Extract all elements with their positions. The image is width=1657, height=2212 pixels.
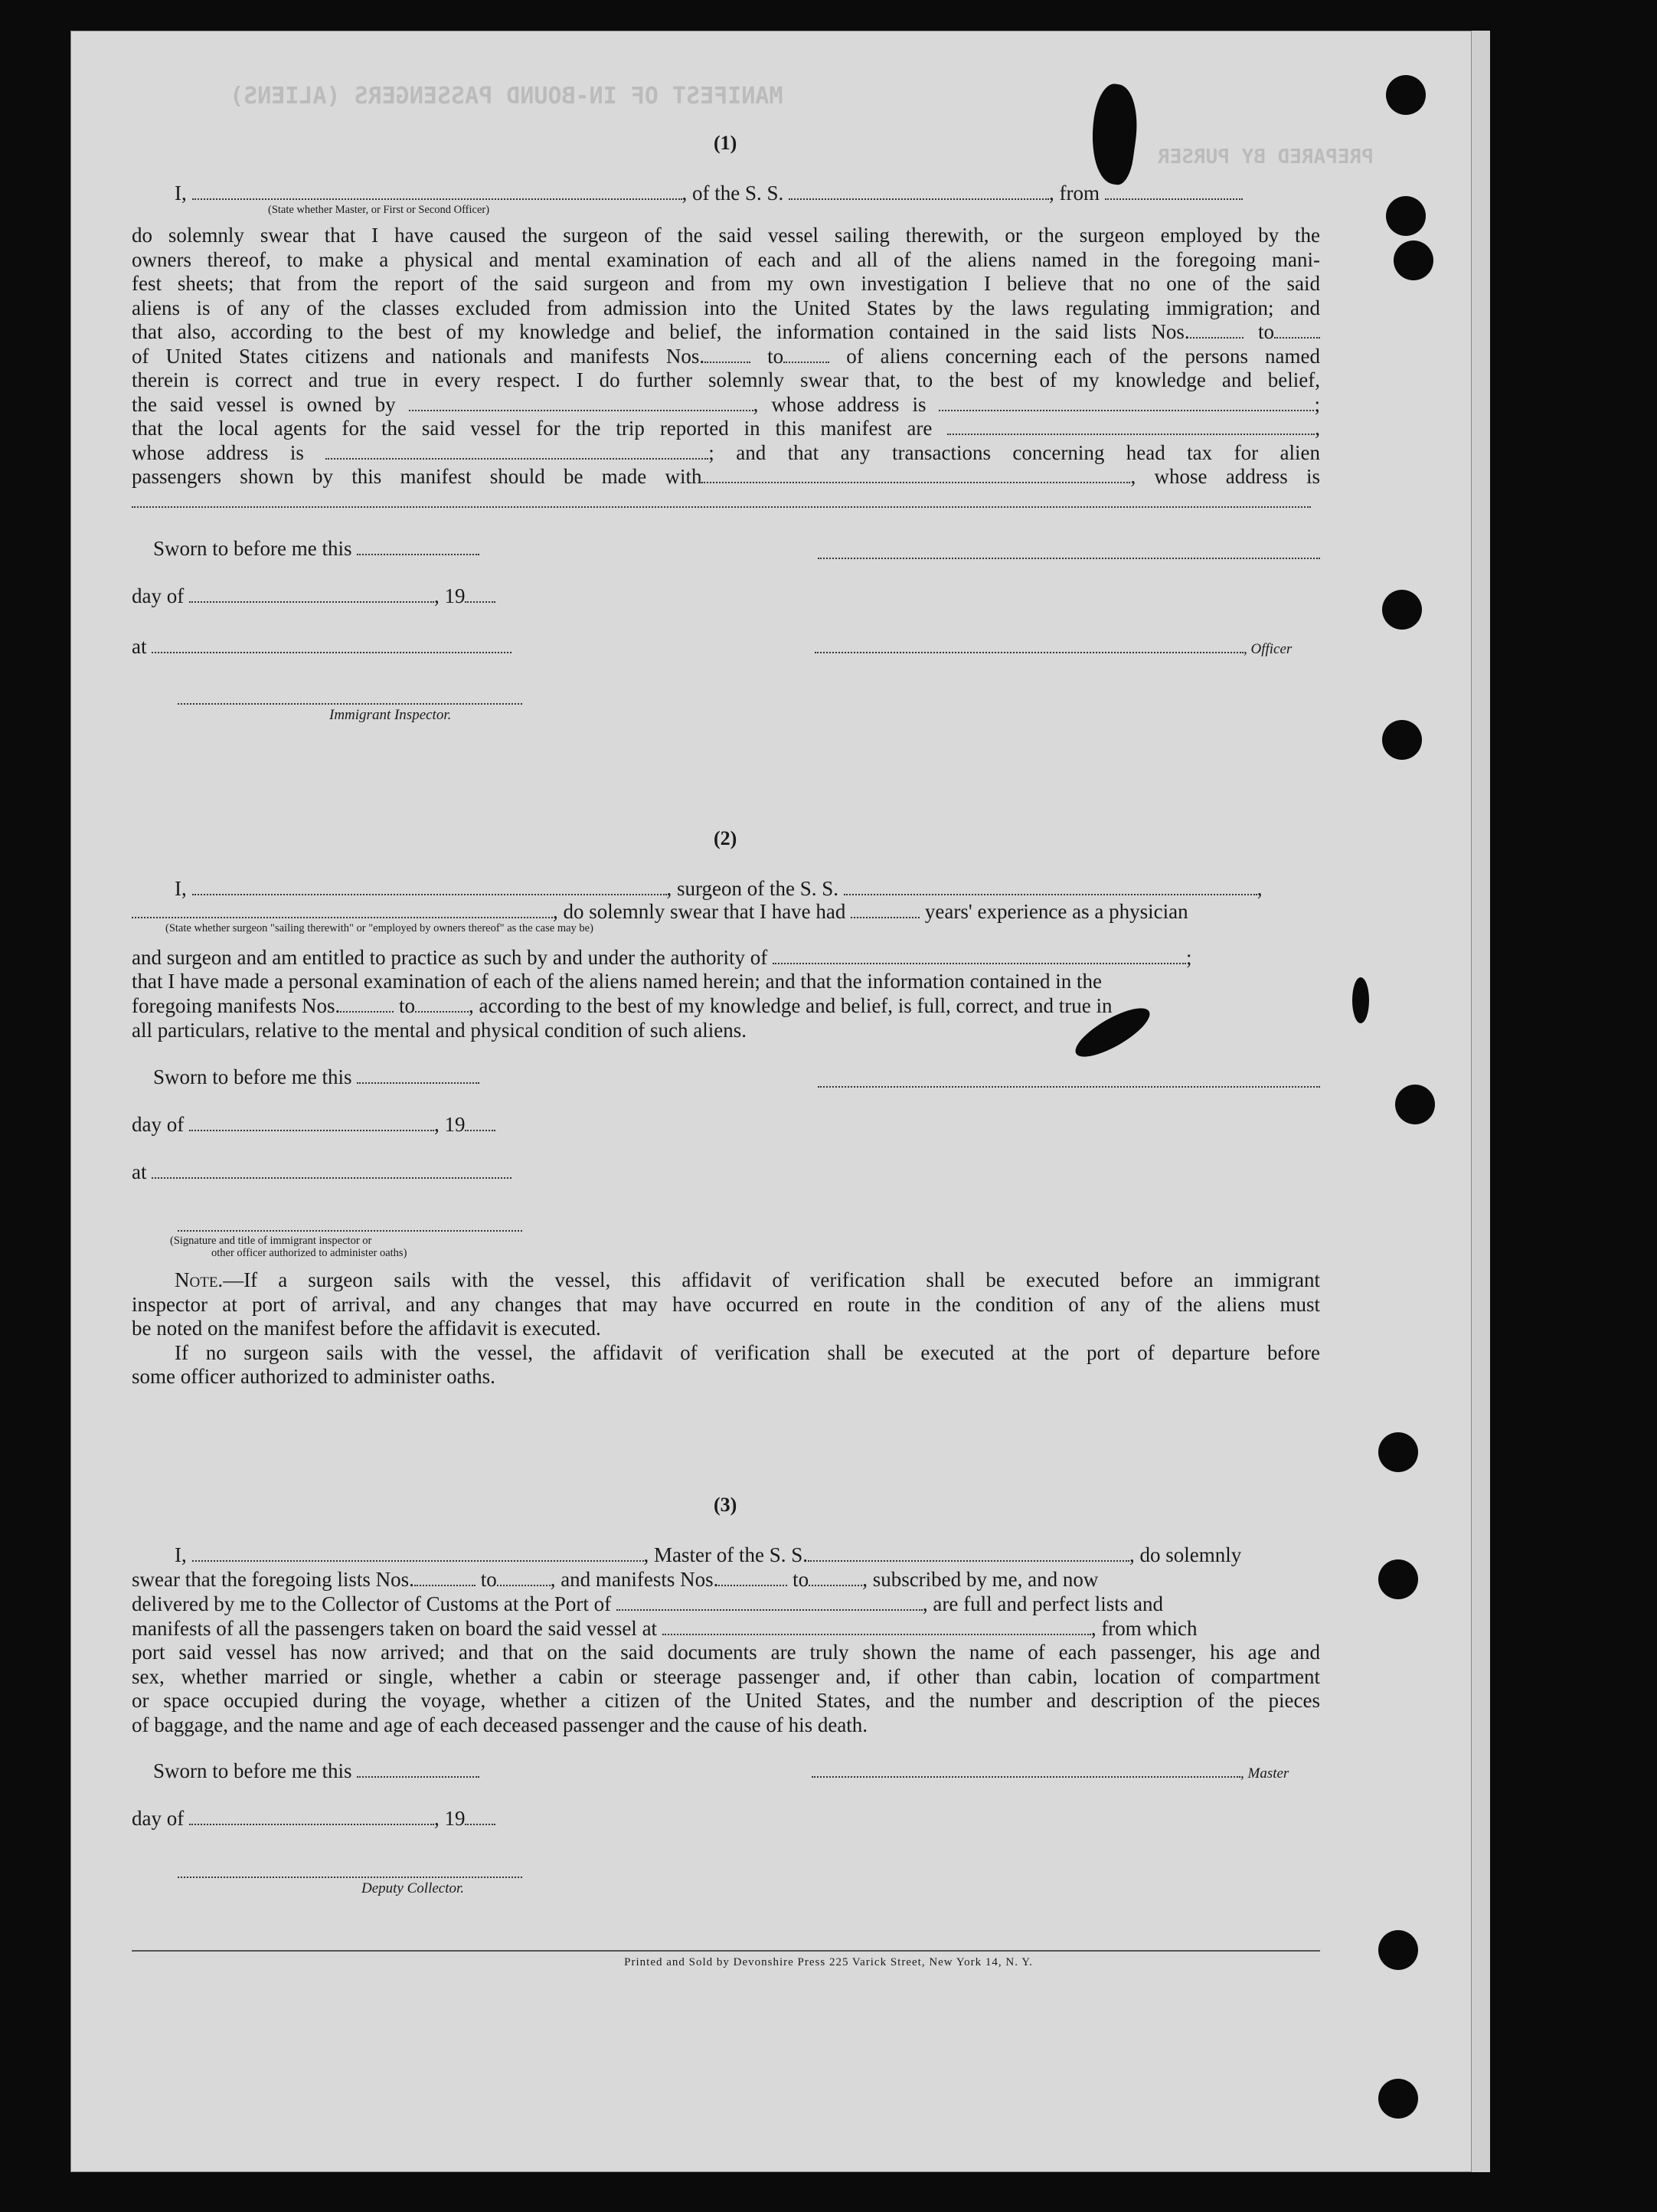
section3-para-line: of baggage, and the name and age of each deceased passenger and the cause of his death.	[132, 1713, 868, 1736]
punch-hole	[1378, 1559, 1418, 1599]
section2-surgeon-of: , surgeon of the S. S.	[666, 877, 839, 900]
punct: ,	[1315, 417, 1321, 440]
manifests-to-field[interactable]	[783, 345, 829, 363]
vessel-name-field[interactable]	[789, 182, 1049, 200]
section1-para-line	[132, 393, 1320, 417]
sworn-date-field[interactable]	[357, 537, 479, 555]
section2-line1: I, , surgeon of the S. S. ,	[175, 877, 1263, 900]
section1-para-text: of aliens concerning each of the persons named	[846, 344, 1321, 368]
year-label: , 19	[433, 584, 466, 607]
master-manifests-to-field[interactable]	[809, 1568, 862, 1586]
sworn-label: Sworn to before me this	[153, 537, 352, 560]
section3-line1	[175, 1543, 1241, 1567]
surgeon-signature-line[interactable]	[818, 1069, 1320, 1088]
section2-caption: (State whether surgeon "sailing therewith" or "employed by owners thereof" as the case may be)	[165, 922, 593, 934]
section2-text: foregoing manifests Nos.	[132, 994, 341, 1017]
lists-from-field[interactable]	[1190, 320, 1244, 339]
to-label: to	[1258, 320, 1275, 343]
day-of-field[interactable]	[189, 1113, 434, 1131]
section1-para-line: fest sheets; that from the report of the said surgeon and from my own investigation I believe that no one of the said	[132, 272, 1320, 295]
sworn-date-field[interactable]	[357, 1065, 479, 1084]
officer-signature-line[interactable]	[178, 1213, 522, 1232]
punch-hole	[1395, 1085, 1435, 1124]
section1-para-text: , whose address is	[1130, 465, 1320, 488]
punch-hole	[1394, 241, 1433, 280]
owner-field[interactable]	[409, 393, 753, 411]
master-name-field[interactable]	[192, 1543, 644, 1562]
section3-text: , from which	[1090, 1617, 1198, 1640]
section2-line6: all particulars, relative to the mental and physical condition of such aliens.	[132, 1019, 747, 1042]
day-of-label: day of	[132, 584, 185, 607]
collector-port-field[interactable]	[616, 1592, 923, 1611]
punch-hole	[1378, 2079, 1418, 2119]
section3-line3	[132, 1592, 1163, 1616]
local-agents-field[interactable]	[947, 417, 1315, 435]
section1-line1	[175, 181, 1243, 205]
section1-para-text: the said vessel is owned by	[132, 392, 396, 416]
section1-paragraph	[132, 224, 1320, 513]
section1-para-line: owners thereof, to make a physical and mental examination of each and all of the aliens named in the foregoing mani-	[132, 247, 1320, 271]
master-signature-line[interactable]	[812, 1759, 1240, 1778]
section2-sworn-row	[153, 1065, 479, 1089]
footer-rule	[132, 1950, 1320, 1952]
note-line	[132, 1268, 1320, 1293]
section2-text: years' experience as a physician	[924, 900, 1188, 923]
section3-paragraph	[132, 1641, 1320, 1737]
section3-text: , and manifests Nos.	[550, 1568, 719, 1591]
punch-hole	[1386, 196, 1426, 236]
punch-hole	[1386, 75, 1426, 115]
section3-sworn-row	[153, 1759, 479, 1783]
section3-i: I,	[175, 1543, 187, 1566]
section3-line4	[132, 1616, 1198, 1641]
section3-line2	[132, 1567, 1098, 1592]
surgeon-manifests-from-field[interactable]	[340, 994, 394, 1013]
note-line: If no surgeon sails with the vessel, the affidavit of verification shall be executed at the port of departure before	[175, 1340, 1320, 1364]
section3-text: delivered by me to the Collector of Customs at the Port of	[132, 1592, 612, 1615]
collector-signature-line[interactable]	[178, 1860, 522, 1878]
from-port-field[interactable]	[1105, 182, 1243, 200]
section2-i: I,	[175, 877, 187, 900]
officer-label: , Officer	[1244, 641, 1293, 657]
owner-address-field[interactable]	[939, 393, 1314, 411]
note-line: be noted on the manifest before the affidavit is executed.	[132, 1317, 601, 1340]
section1-para-text: that the local agents for the said vessel for the trip reported in this manifest are	[132, 417, 933, 440]
year-field[interactable]	[465, 584, 495, 603]
master-manifests-from-field[interactable]	[718, 1568, 787, 1586]
section1-para-line	[132, 417, 1320, 441]
ink-blot	[1352, 977, 1369, 1023]
years-experience-field[interactable]	[851, 900, 920, 918]
agents-address-field[interactable]	[325, 441, 708, 460]
signature-caption-1: (Signature and title of immigrant inspector or	[170, 1235, 372, 1247]
section1-para-text: passengers shown by this manifest should be made with	[132, 465, 702, 488]
ghost-header-title: MANIFEST OF IN-BOUND PASSENGERS (ALIENS)	[230, 83, 783, 110]
master-signature-line[interactable]	[818, 541, 1320, 559]
officer-signature-line[interactable]	[815, 635, 1244, 653]
section2-number: (2)	[714, 827, 737, 849]
section1-para-line	[132, 465, 1320, 489]
section3-text: swear that the foregoing lists Nos.	[132, 1568, 414, 1591]
head-tax-contact-field[interactable]	[701, 465, 1130, 483]
day-of-label: day of	[132, 1807, 185, 1830]
section2-at-row	[132, 1160, 511, 1184]
section2-text: , according to the best of my knowledge and belief, is full, correct, and true in	[468, 994, 1113, 1017]
section1-at-row	[132, 634, 511, 659]
section1-sworn-row	[153, 536, 479, 561]
section2-day-row	[132, 1112, 495, 1137]
inspector-label: Immigrant Inspector.	[329, 707, 452, 723]
collector-label: Deputy Collector.	[361, 1880, 465, 1896]
section3-text: , subscribed by me, and now	[862, 1568, 1099, 1591]
sworn-date-field[interactable]	[357, 1759, 479, 1778]
year-label: , 19	[433, 1113, 466, 1136]
to-label: to	[398, 994, 415, 1017]
inspector-signature-line[interactable]	[178, 686, 522, 705]
section1-para-line	[132, 489, 1320, 514]
section2-text: and surgeon and am entitled to practice as such by and under the authority of	[132, 946, 768, 969]
section1-para-line	[132, 345, 1320, 369]
master-lists-from-field[interactable]	[414, 1568, 476, 1586]
at-place-field[interactable]	[152, 1160, 511, 1179]
master-name-field[interactable]	[192, 182, 682, 200]
section1-caption: (State whether Master, or First or Second Officer)	[268, 204, 490, 216]
at-place-field[interactable]	[152, 635, 511, 653]
year-field[interactable]	[465, 1113, 495, 1131]
year-label: , 19	[433, 1807, 466, 1830]
surgeon-manifests-to-field[interactable]	[415, 994, 469, 1013]
section3-para-line: sex, whether married or single, whether a cabin or steerage passenger and, if other than cabin, location of compartment	[132, 1664, 1320, 1688]
section3-text: , do solemnly	[1129, 1543, 1242, 1566]
section1-para-line	[132, 441, 1320, 466]
section3-day-row	[132, 1806, 495, 1831]
section3-para-line: port said vessel has now arrived; and that on the said documents are truly shown the name of each passenger, his age and	[132, 1641, 1320, 1664]
lists-to-field[interactable]	[1274, 320, 1320, 339]
at-label: at	[132, 635, 147, 658]
surgeon-vessel-field[interactable]	[844, 877, 1257, 895]
day-of-label: day of	[132, 1113, 185, 1136]
section2-line3: and surgeon and am entitled to practice as such by and under the authority of ;	[132, 946, 1192, 969]
head-tax-address-field[interactable]	[132, 489, 1311, 508]
section1-of-ss: , of the S. S.	[681, 182, 784, 205]
section1-para-line: therein is correct and true in every respect. I do further solemnly swear that, to the best of my knowledge and belief,	[132, 368, 1320, 391]
section2-line4: that I have made a personal examination of each of the aliens named herein; and that the information contained in the	[132, 970, 1103, 993]
to-label: to	[480, 1568, 497, 1591]
section1-para-text: of United States citizens and nationals and manifests Nos.	[132, 344, 705, 368]
surgeon-name-field[interactable]	[192, 877, 667, 895]
punct: ;	[1314, 392, 1320, 416]
surgeon-status-field[interactable]	[132, 900, 553, 918]
note-text: —If a surgeon sails with the vessel, this affidavit of verification shall be executed before an immigrant	[223, 1268, 1320, 1291]
punch-hole	[1382, 590, 1422, 630]
section1-number: (1)	[714, 132, 737, 154]
day-of-field[interactable]	[189, 1807, 434, 1825]
section1-officer-row	[815, 634, 1292, 662]
master-lists-to-field[interactable]	[497, 1568, 551, 1586]
note-line: some officer authorized to administer oaths.	[132, 1365, 495, 1388]
sheet-edge	[1472, 31, 1490, 2172]
section3-text: manifests of all the passengers taken on board the said vessel at	[132, 1617, 658, 1640]
signature-caption-2: other officer authorized to administer oaths)	[211, 1247, 407, 1259]
section2-line2	[132, 899, 1188, 924]
punch-hole	[1378, 1432, 1418, 1472]
day-of-field[interactable]	[189, 584, 434, 603]
note-paragraph	[132, 1268, 1320, 1389]
section3-text: , are full and perfect lists and	[922, 1592, 1164, 1615]
printer-footer: Printed and Sold by Devonshire Press 225 Varick Street, New York 14, N. Y.	[624, 1956, 1033, 1968]
sworn-label: Sworn to before me this	[153, 1065, 352, 1088]
section3-master-row	[812, 1759, 1289, 1786]
sworn-label: Sworn to before me this	[153, 1759, 352, 1782]
section1-para-text: whose address is	[132, 440, 304, 464]
section1-para-line	[132, 320, 1320, 345]
section1-i: I,	[175, 182, 187, 205]
section1-para-text: that also, according to the best of my knowledge and belief, the information contained in the said lists Nos.	[132, 320, 1190, 343]
embarkation-port-field[interactable]	[662, 1617, 1091, 1635]
to-label: to	[793, 1568, 809, 1591]
note-label: Note.	[175, 1268, 224, 1291]
section2-text: , do solemnly swear that I have had	[553, 900, 846, 923]
master-label: , Master	[1240, 1765, 1289, 1782]
section1-para-line: do solemnly swear that I have caused the surgeon of the said vessel sailing therewith, or the surgeon employed by the	[132, 224, 1320, 247]
ghost-header-stamp: PREPARED BY PURSER	[1158, 146, 1374, 169]
note-line: inspector at port of arrival, and any changes that may have occurred en route in the condition of any of the aliens must	[132, 1292, 1320, 1316]
at-label: at	[132, 1160, 147, 1183]
section1-para-line: aliens is of any of the classes excluded from admission into the United States by the laws regulating immigration; and	[132, 296, 1320, 319]
section1-para-text: ; and that any transactions concerning head tax for alien	[708, 440, 1320, 464]
section2-line5	[132, 993, 1112, 1018]
to-label: to	[767, 344, 784, 368]
master-vessel-field[interactable]	[808, 1543, 1129, 1562]
section3-number: (3)	[714, 1494, 737, 1516]
punch-hole	[1382, 720, 1422, 760]
authority-field[interactable]	[773, 946, 1186, 964]
year-field[interactable]	[465, 1807, 495, 1825]
manifests-from-field[interactable]	[704, 345, 750, 363]
section3-text: , Master of the S. S.	[643, 1543, 808, 1566]
section1-para-text: , whose address is	[753, 392, 927, 416]
section1-day-row	[132, 584, 495, 608]
section1-from: , from	[1049, 182, 1100, 205]
section3-para-line: or space occupied during the voyage, whether a citizen of the United States, and the number and description of the pieces	[132, 1689, 1320, 1712]
